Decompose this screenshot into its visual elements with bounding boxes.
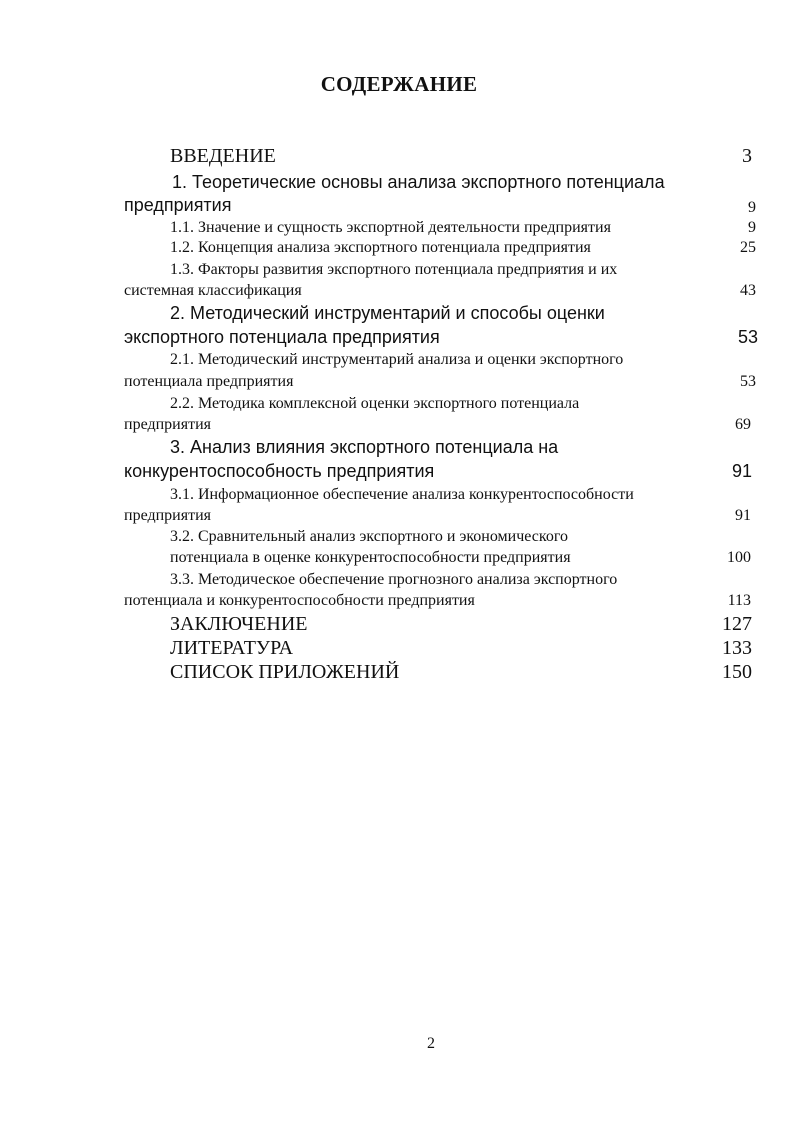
toc-intro-page: 3 xyxy=(742,145,752,167)
toc-ch1-line1: 1. Теоретические основы анализа экспортного потенциала xyxy=(172,172,665,192)
toc-ch1-page: 9 xyxy=(748,199,756,216)
toc-s32-line1: 3.2. Сравнительный анализ экспортного и экономического xyxy=(170,528,568,545)
toc-s31-line2: предприятия xyxy=(124,507,211,524)
toc-s12-text: 1.2. Концепция анализа экспортного потенциала предприятия xyxy=(170,239,591,256)
toc-s22-line1: 2.2. Методика комплексной оценки экспортного потенциала xyxy=(170,395,580,412)
toc-conclusion-page: 127 xyxy=(722,613,752,635)
toc-s13-line2: системная классификация xyxy=(124,282,302,299)
toc-appendices-text: СПИСОК ПРИЛОЖЕНИЙ xyxy=(170,661,400,683)
toc-s33-line1: 3.3. Методическое обеспечение прогнозного анализа экспортного xyxy=(170,571,618,588)
toc-intro-text: ВВЕДЕНИЕ xyxy=(170,145,276,167)
toc-s22-line2: предприятия xyxy=(124,416,211,433)
page-number: 2 xyxy=(427,1035,435,1052)
toc-ch3-line2: конкурентоспособность предприятия xyxy=(124,461,435,481)
toc-ch1-line2: предприятия xyxy=(124,195,232,215)
toc-s31-line1: 3.1. Информационное обеспечение анализа конкурентоспособности xyxy=(170,486,634,503)
toc-literature-page: 133 xyxy=(722,637,752,659)
toc-s33-page: 113 xyxy=(727,592,751,609)
toc-s13-line1: 1.3. Факторы развития экспортного потенциала предприятия и их xyxy=(170,261,618,278)
toc-literature-text: ЛИТЕРАТУРА xyxy=(170,637,294,659)
toc-ch3-page: 91 xyxy=(731,461,752,481)
toc-s11-page: 9 xyxy=(748,219,756,236)
toc-conclusion-text: ЗАКЛЮЧЕНИЕ xyxy=(170,613,308,635)
toc-s21-line1: 2.1. Методический инструментарий анализа и оценки экспортного xyxy=(170,351,624,368)
toc-s11-text: 1.1. Значение и сущность экспортной деятельности предприятия xyxy=(170,219,611,236)
toc-ch2-page: 53 xyxy=(737,327,758,347)
toc-s21-line2: потенциала предприятия xyxy=(124,373,294,390)
toc-ch2-line2: экспортного потенциала предприятия xyxy=(124,327,440,347)
toc-s22-page: 69 xyxy=(735,416,751,433)
toc-s32-line2: потенциала в оценке конкурентоспособности предприятия xyxy=(170,549,571,566)
toc-ch3-line1: 3. Анализ влияния экспортного потенциала на xyxy=(170,437,559,457)
toc-s21-page: 53 xyxy=(740,373,756,390)
toc-s32-page: 100 xyxy=(727,549,751,566)
toc-s33-line2: потенциала и конкурентоспособности предприятия xyxy=(124,592,475,609)
toc-appendices-page: 150 xyxy=(722,661,752,683)
toc-ch2-line1: 2. Методический инструментарий и способы оценки xyxy=(170,303,605,323)
toc-s13-page: 43 xyxy=(740,282,756,299)
toc-s31-page: 91 xyxy=(735,507,751,524)
toc-s12-page: 25 xyxy=(740,239,756,256)
page-title: СОДЕРЖАНИЕ xyxy=(320,72,478,96)
